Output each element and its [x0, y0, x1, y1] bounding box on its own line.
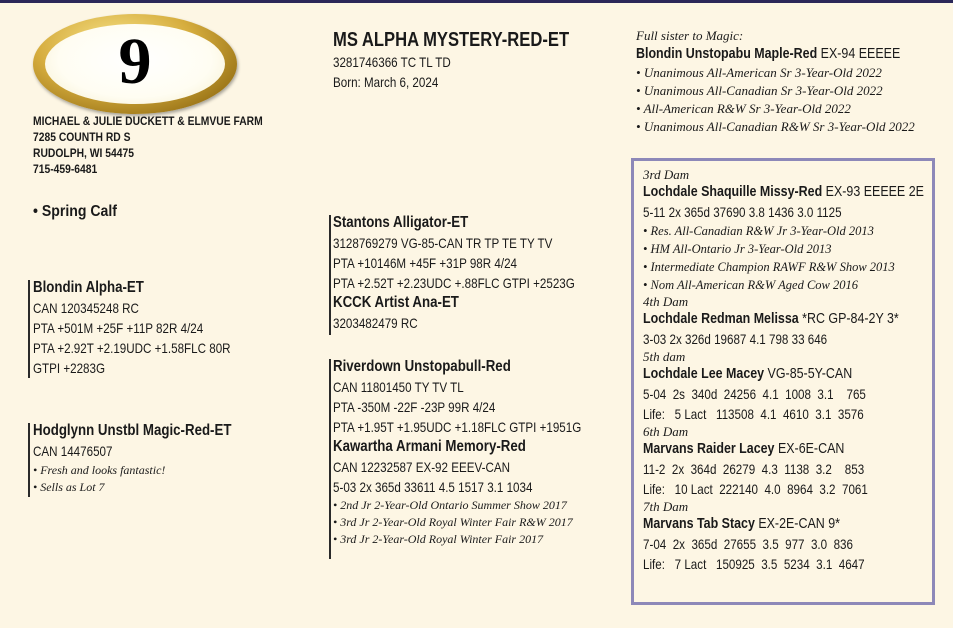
- fifth-dam-name: Lochdale Lee Macey: [643, 365, 765, 382]
- sire-sire-pta-production: PTA +10146M +45F +31P 98R 4/24: [333, 255, 518, 271]
- subject-id: 3281746366 TC TL TD: [333, 54, 451, 70]
- fourth-dam-record: 3-03 2x 326d 19687 4.1 798 33 646: [643, 331, 828, 347]
- subject-born: Born: March 6, 2024: [333, 74, 439, 90]
- lot-number: 9: [118, 25, 152, 98]
- dam-dam-award-3-text: 3rd Jr 2-Year-Old Royal Winter Fair 2017: [340, 532, 544, 546]
- third-dam-title: [643, 182, 924, 202]
- dam-dam-award-1-text: 2nd Jr 2-Year-Old Ontario Summer Show 2017: [340, 498, 567, 512]
- sire-name: Blondin Alpha-ET: [33, 279, 144, 296]
- third-dam-award-1-text: Res. All-Canadian R&W Jr 3-Year-Old 2013: [650, 224, 874, 238]
- sire-sire-pta-type: PTA +2.52T +2.23UDC +.88FLC GTPI +2523G: [333, 275, 575, 291]
- sire-sire-name: Stantons Alligator-ET: [333, 214, 469, 231]
- sire-parents-bracket: [329, 215, 331, 335]
- fourth-dam-label: 4th Dam: [643, 294, 689, 309]
- third-dam-award-4: • Nom All-American R&W Aged Cow 2016: [643, 278, 859, 292]
- full-sister-award-1-text: Unanimous All-American Sr 3-Year-Old 2022: [643, 65, 882, 80]
- consignor-phone: 715-459-6481: [33, 162, 98, 176]
- seventh-dam-life: Life: 7 Lact 150925 3.5 5234 3.1 4647: [643, 556, 865, 572]
- sixth-dam-label: 6th Dam: [643, 424, 689, 439]
- full-sister-award-4-text: Unanimous All-Canadian R&W Sr 3-Year-Old 2022: [643, 119, 915, 134]
- dam-dam-id: CAN 12232587 EX-92 EEEV-CAN: [333, 459, 510, 475]
- third-dam-record: 5-11 2x 365d 37690 3.8 1436 3.0 1125: [643, 204, 842, 220]
- sixth-dam-score: EX-6E-CAN: [774, 440, 845, 457]
- dam-sire-id: CAN 11801450 TY TV TL: [333, 379, 464, 395]
- sire-sire-id: 3128769279 VG-85-CAN TR TP TE TY TV: [333, 235, 553, 251]
- full-sister-block: [636, 28, 953, 136]
- dam-block: [33, 421, 272, 496]
- full-sister-award-4: • Unanimous All-Canadian R&W Sr 3-Year-Old 2022: [636, 119, 915, 134]
- pedigree-box-content: [643, 167, 953, 574]
- top-border: [0, 0, 953, 3]
- sire-dam-id: 3203482479 RC: [333, 315, 418, 331]
- dam-note-2: • Sells as Lot 7: [33, 480, 105, 494]
- sire-pta-production: PTA +501M +25F +11P 82R 4/24: [33, 320, 204, 336]
- sixth-dam-title: [643, 439, 924, 459]
- third-dam-award-4-text: Nom All-American R&W Aged Cow 2016: [650, 278, 859, 292]
- third-dam-name: Lochdale Shaquille Missy-Red: [643, 183, 823, 200]
- dam-bracket: [28, 423, 30, 497]
- full-sister-award-2-text: Unanimous All-Canadian Sr 3-Year-Old 2022: [643, 83, 883, 98]
- seventh-dam-name: Marvans Tab Stacy: [643, 515, 755, 532]
- seventh-dam-label: 7th Dam: [643, 499, 689, 514]
- dam-dam-award-2: • 3rd Jr 2-Year-Old Royal Winter Fair R&W 2017: [333, 515, 573, 529]
- bullet-icon: •: [33, 203, 42, 220]
- seventh-dam-record: 7-04 2x 365d 27655 3.5 977 3.0 836: [643, 536, 853, 552]
- full-sister-title: [636, 44, 900, 64]
- sire-bracket: [28, 280, 30, 378]
- sire-gtpi: GTPI +2283G: [33, 360, 106, 376]
- consignor-block: [33, 113, 263, 177]
- subject-block: [333, 28, 569, 92]
- dam-parents-bracket: [329, 359, 331, 559]
- dam-name: Hodglynn Unstbl Magic-Red-ET: [33, 422, 232, 439]
- fifth-dam-label: 5th dam: [643, 349, 686, 364]
- sixth-dam-record: 11-2 2x 364d 26279 4.3 1138 3.2 853: [643, 461, 865, 477]
- third-dam-award-1: • Res. All-Canadian R&W Jr 3-Year-Old 2013: [643, 224, 874, 238]
- full-sister-name: Blondin Unstopabu Maple-Red: [636, 45, 818, 62]
- dam-dam-award-2-text: 3rd Jr 2-Year-Old Royal Winter Fair R&W 2017: [340, 515, 573, 529]
- consignor-address: 7285 COUNTH RD S: [33, 130, 131, 144]
- category-label: [33, 203, 117, 221]
- fourth-dam-score: *RC GP-84-2Y 3*: [798, 310, 899, 327]
- third-dam-award-3: • Intermediate Champion RAWF R&W Show 2013: [643, 260, 895, 274]
- dam-note-1-text: Fresh and looks fantastic!: [40, 463, 166, 477]
- sire-id: CAN 120345248 RC: [33, 300, 139, 316]
- third-dam-award-2: • HM All-Ontario Jr 3-Year-Old 2013: [643, 242, 832, 256]
- fifth-dam-title: [643, 364, 924, 384]
- third-dam-label: 3rd Dam: [643, 167, 690, 182]
- dam-id: CAN 14476507: [33, 443, 113, 459]
- category-text: Spring Calf: [41, 203, 117, 220]
- full-sister-heading: Full sister to Magic:: [636, 28, 744, 43]
- dam-dam-award-1: • 2nd Jr 2-Year-Old Ontario Summer Show 2017: [333, 498, 567, 512]
- consignor-name: MICHAEL & JULIE DUCKETT & ELMVUE FARM: [33, 114, 263, 128]
- full-sister-award-2: • Unanimous All-Canadian Sr 3-Year-Old 2022: [636, 83, 883, 98]
- third-dam-score: EX-93 EEEEE 2E: [822, 183, 924, 200]
- dam-dam-award-3: • 3rd Jr 2-Year-Old Royal Winter Fair 2017: [333, 532, 544, 546]
- full-sister-score: EX-94 EEEEE: [817, 45, 901, 62]
- full-sister-award-3: • All-American R&W Sr 3-Year-Old 2022: [636, 101, 851, 116]
- sixth-dam-life: Life: 10 Lact 222140 4.0 8964 3.2 7061: [643, 481, 868, 497]
- dam-note-2-text: Sells as Lot 7: [40, 480, 105, 494]
- dam-dam-record: 5-03 2x 365d 33611 4.5 1517 3.1 1034: [333, 479, 533, 495]
- subject-name: MS ALPHA MYSTERY-RED-ET: [333, 29, 570, 51]
- dam-sire-pta-type: PTA +1.95T +1.95UDC +1.18FLC GTPI +1951G: [333, 419, 582, 435]
- consignor-city: RUDOLPH, WI 54475: [33, 146, 134, 160]
- sire-block: [33, 278, 231, 378]
- dam-dam-name: Kawartha Armani Memory-Red: [333, 438, 526, 455]
- dam-parents-block: [333, 357, 632, 548]
- sire-pta-type: PTA +2.92T +2.19UDC +1.58FLC 80R: [33, 340, 231, 356]
- seventh-dam-title: [643, 514, 924, 534]
- fourth-dam-title: [643, 309, 924, 329]
- dam-sire-name: Riverdown Unstopabull-Red: [333, 358, 511, 375]
- seventh-dam-score: EX-2E-CAN 9*: [754, 515, 840, 532]
- third-dam-award-3-text: Intermediate Champion RAWF R&W Show 2013: [650, 260, 895, 274]
- fifth-dam-life: Life: 5 Lact 113508 4.1 4610 3.1 3576: [643, 406, 864, 422]
- lot-number-badge: [33, 14, 237, 114]
- third-dam-award-2-text: HM All-Ontario Jr 3-Year-Old 2013: [650, 242, 832, 256]
- dam-sire-pta-production: PTA -350M -22F -23P 99R 4/24: [333, 399, 496, 415]
- full-sister-award-3-text: All-American R&W Sr 3-Year-Old 2022: [643, 101, 851, 116]
- sixth-dam-name: Marvans Raider Lacey: [643, 440, 775, 457]
- dam-note-1: • Fresh and looks fantastic!: [33, 463, 166, 477]
- fifth-dam-record: 5-04 2s 340d 24256 4.1 1008 3.1 765: [643, 386, 866, 402]
- full-sister-award-1: • Unanimous All-American Sr 3-Year-Old 2022: [636, 65, 882, 80]
- sire-dam-name: KCCK Artist Ana-ET: [333, 294, 459, 311]
- fifth-dam-score: VG-85-5Y-CAN: [764, 365, 853, 382]
- sire-sire-block: [333, 213, 575, 333]
- fourth-dam-name: Lochdale Redman Melissa: [643, 310, 799, 327]
